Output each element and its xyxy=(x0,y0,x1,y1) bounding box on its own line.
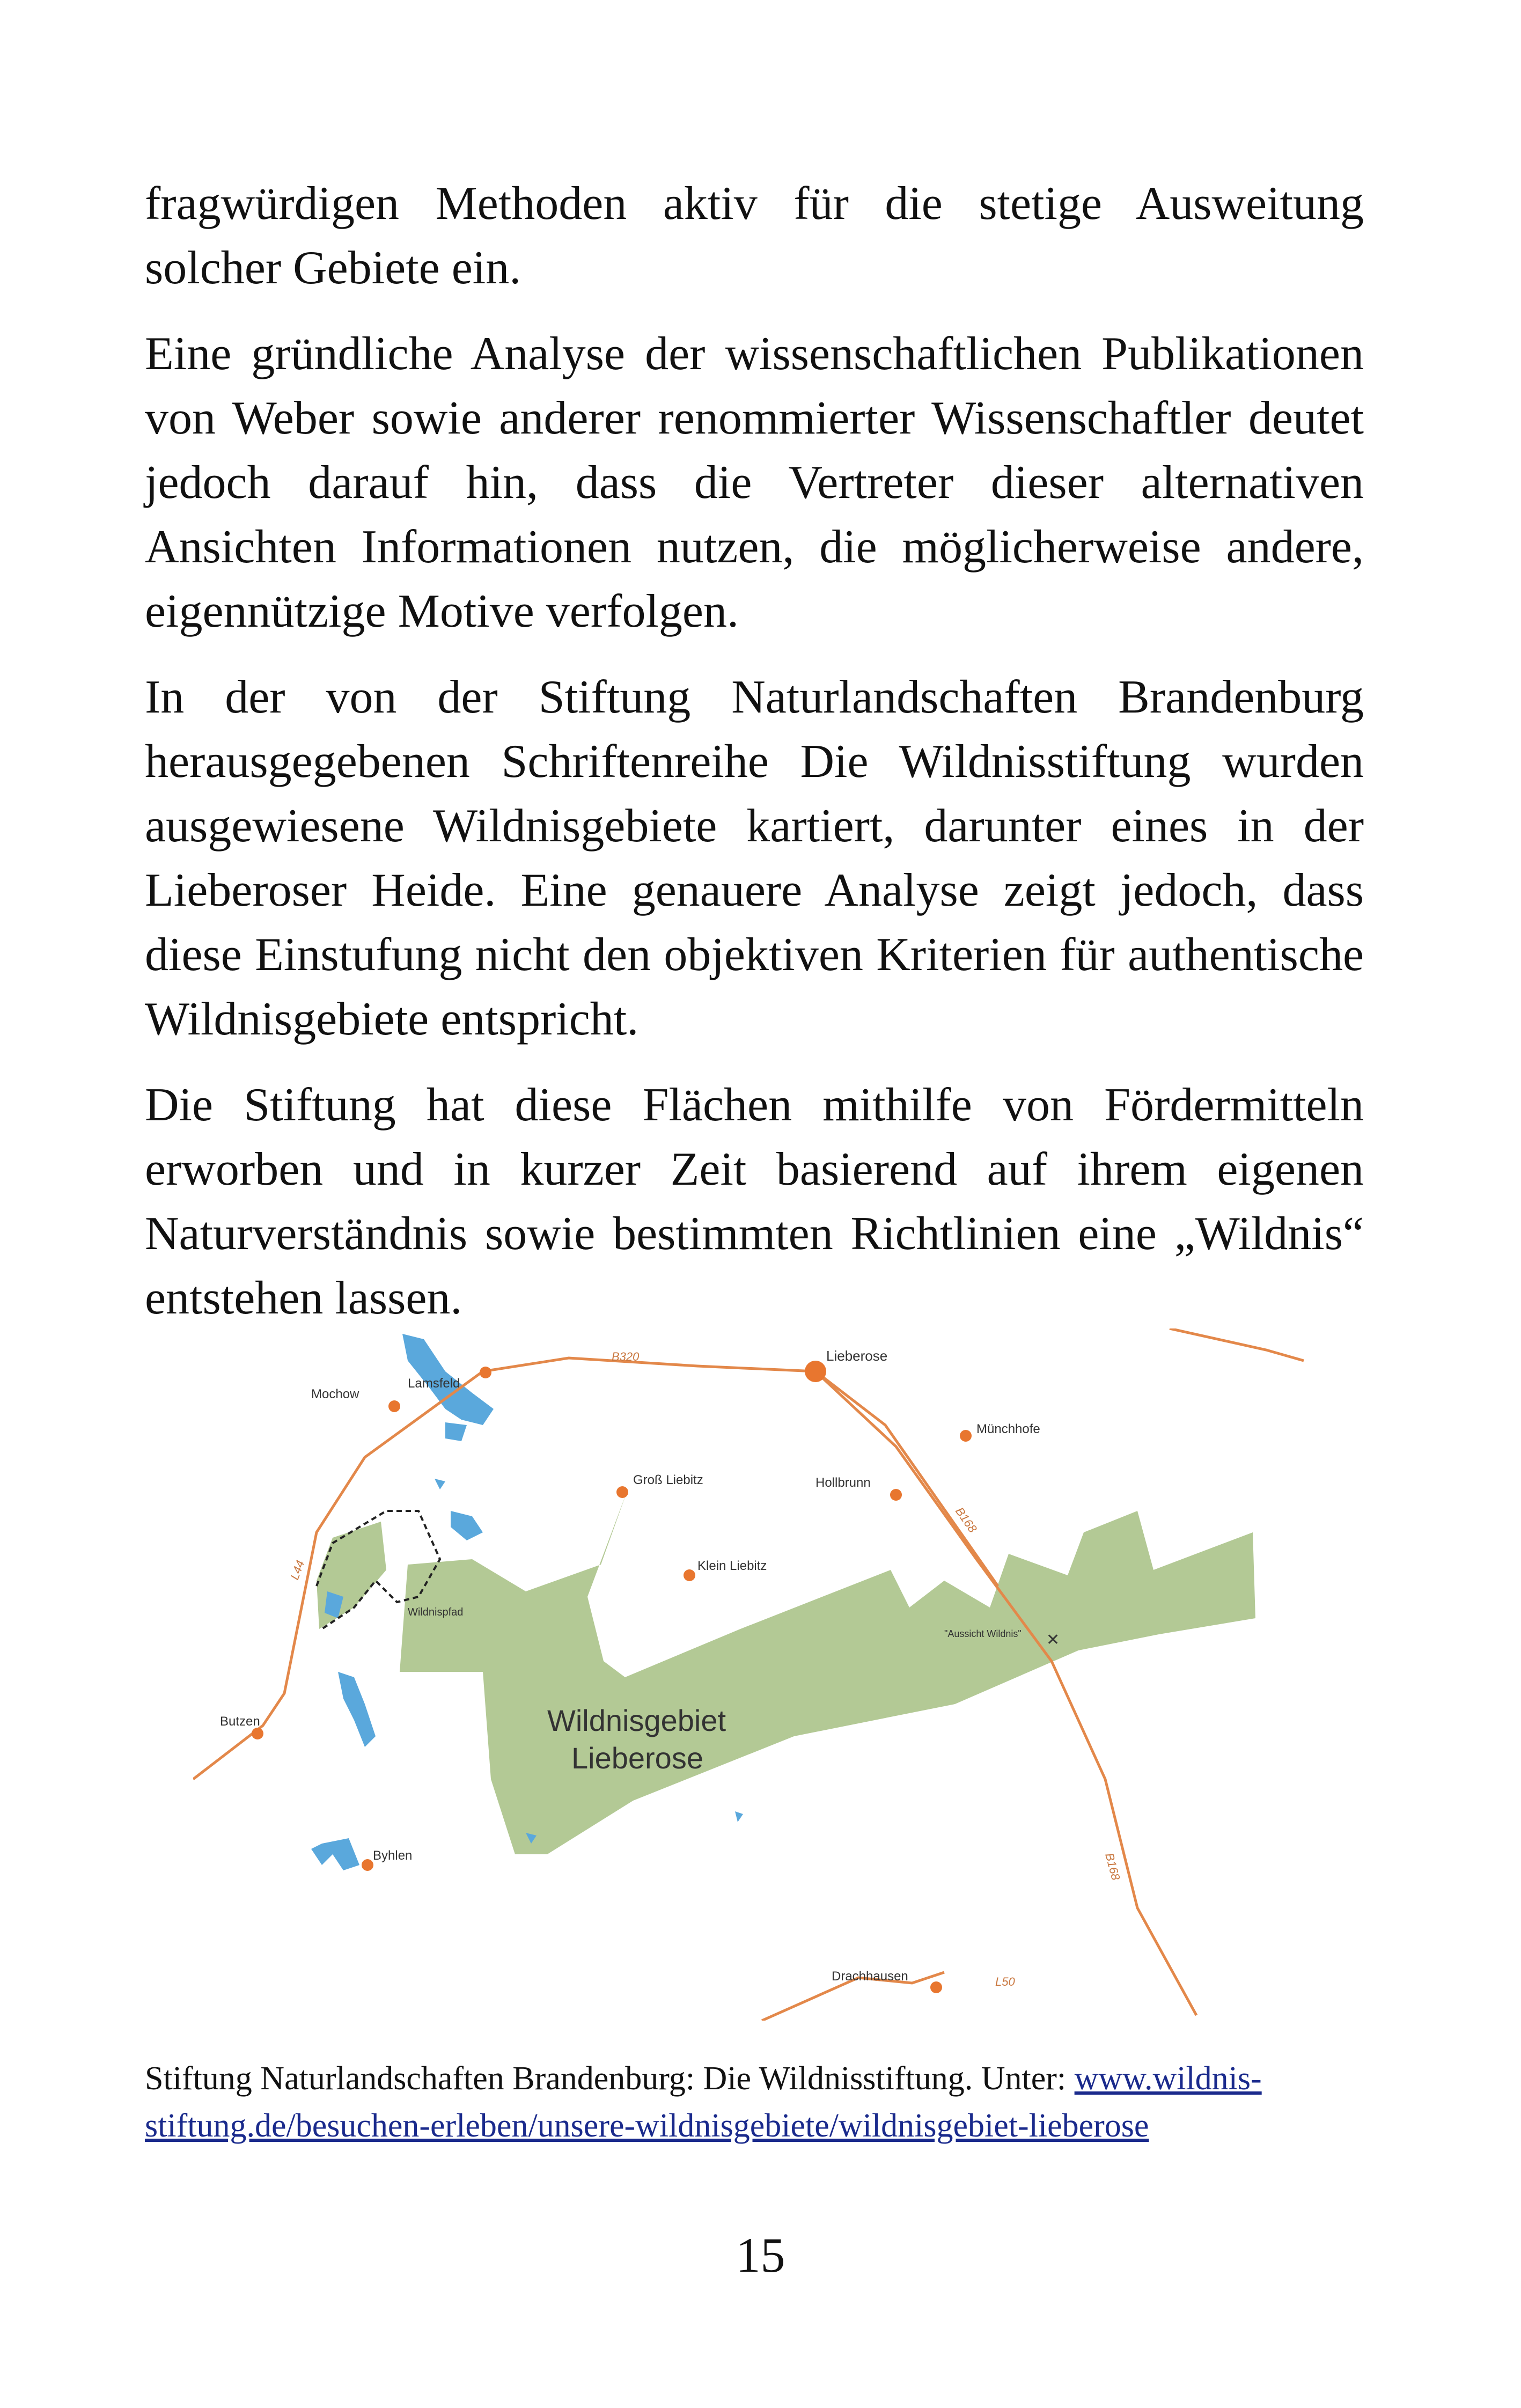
label-byhlen: Byhlen xyxy=(373,1848,413,1863)
paragraph-2: Eine gründliche Analyse der wissenschaftlichen Publikationen von Weber sowie anderer renommierter Wissenschaftler deutet jedoch darauf hin, dass die Vertreter dieser alternativen Ansichten Informationen nutzen, die möglicherweise andere, eigennützige Motive verfolgen. xyxy=(145,328,1364,637)
label-wildnispfad: Wildnispfad xyxy=(408,1606,464,1618)
label-muenchhofe: Münchhofe xyxy=(976,1422,1040,1436)
label-hollbrunn: Hollbrunn xyxy=(815,1475,871,1490)
label-drachhausen: Drachhausen xyxy=(832,1969,908,1984)
caption-link-part2[interactable]: stiftung.de/besuchen-erleben/unsere-wildnisgebiete/wildnisgebiet-lieberose xyxy=(145,2108,1149,2144)
road-label-b168-south: B168 xyxy=(1103,1851,1123,1882)
page-number: 15 xyxy=(736,2228,785,2282)
label-gross-liebitz: Groß Liebitz xyxy=(633,1473,703,1487)
label-aussicht: "Aussicht Wildnis" xyxy=(944,1628,1022,1639)
label-mochow: Mochow xyxy=(311,1387,359,1401)
figure-caption xyxy=(145,2055,1379,2149)
wilderness-area xyxy=(400,1489,1255,1854)
paragraph-3: In der von der Stiftung Naturlandschaften Brandenburg herausgegebenen Schriftenreihe Die Wildnisstiftung wurden ausgewiesene Wildnisgebiete kartiert, darunter eines in der Lieberoser Heide. Eine genauere Analyse zeigt jedoch, dass diese Einstufung nicht den objektiven Kriterien für authentische Wildnisgebiete entspricht. xyxy=(145,671,1364,1045)
road-label-l44: L44 xyxy=(288,1558,307,1582)
area-title-line2: Lieberose xyxy=(571,1741,703,1775)
area-title-line1: Wildnisgebiet xyxy=(547,1704,726,1737)
label-lieberose: Lieberose xyxy=(826,1348,888,1364)
paragraph-1: fragwürdigen Methoden aktiv für die stetige Ausweitung solcher Gebiete ein. xyxy=(145,178,1364,294)
label-butzen: Butzen xyxy=(220,1714,260,1729)
paragraph-4: Die Stiftung hat diese Flächen mithilfe von Fördermitteln erworben und in kurzer Zeit basierend auf ihrem eigenen Naturverständnis sowie bestimmten Richtlinien eine „Wildnis“ entstehen lassen. xyxy=(145,1079,1364,1324)
road-label-b320: B320 xyxy=(612,1350,640,1363)
caption-link-part1[interactable]: www.wildnis- xyxy=(1074,2060,1262,2097)
viewpoint-marker: ✕ xyxy=(1046,1631,1060,1649)
road-label-b168-north: B168 xyxy=(952,1504,980,1535)
label-klein-liebitz: Klein Liebitz xyxy=(697,1559,767,1573)
label-lamsfeld: Lamsfeld xyxy=(408,1376,460,1391)
road-label-l50: L50 xyxy=(995,1975,1015,1988)
caption-text: Stiftung Naturlandschaften Brandenburg: Die Wildnisstiftung. Unter: xyxy=(145,2060,1075,2097)
wilderness-map xyxy=(193,1328,1331,2021)
